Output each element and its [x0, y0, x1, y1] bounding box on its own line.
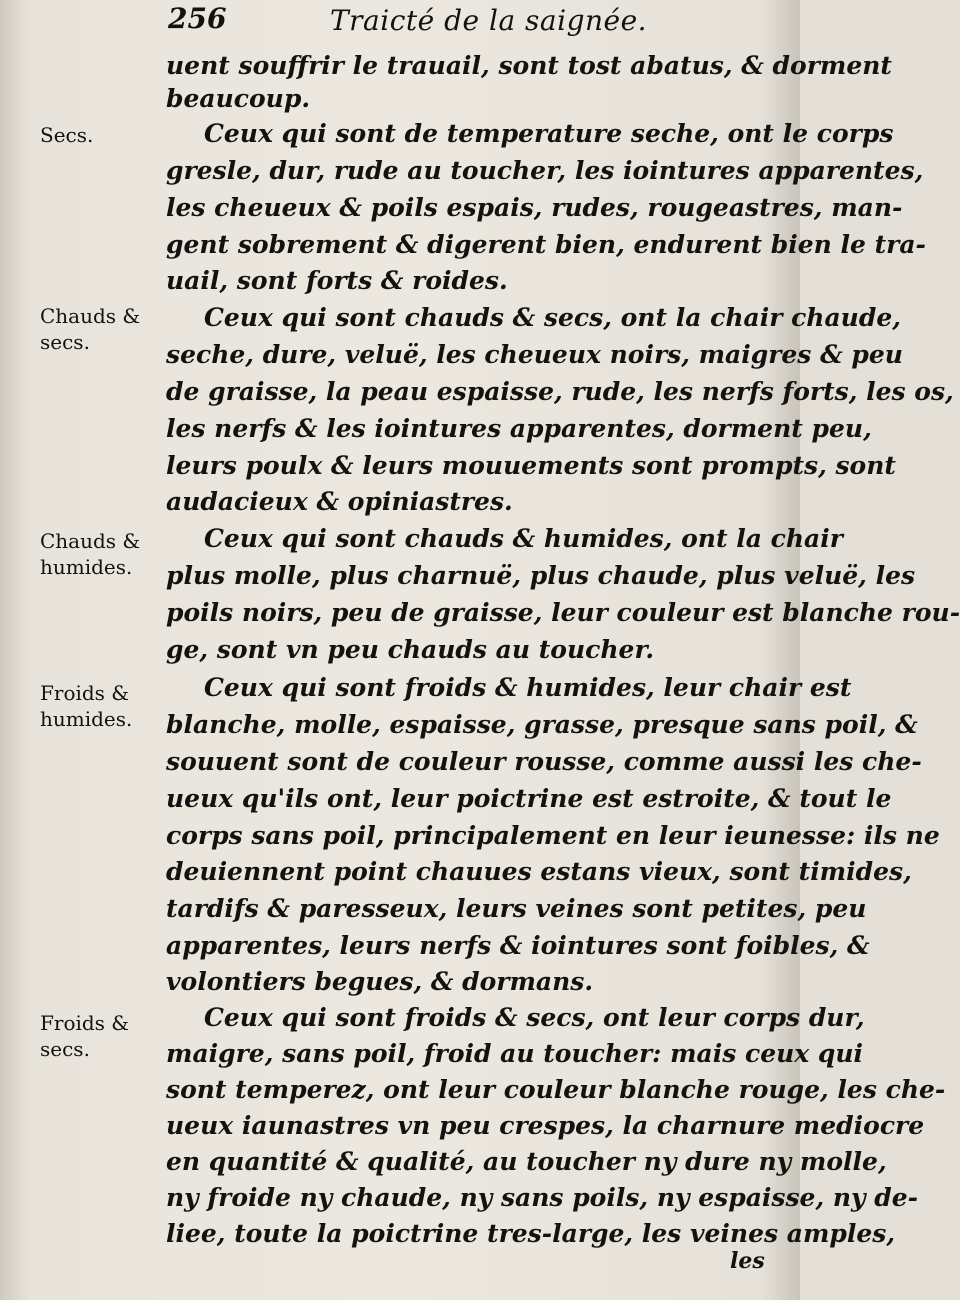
- text-line: audacieux & opiniastres.: [166, 487, 513, 516]
- text-line: Ceux qui sont chauds & humides, ont la chair: [204, 524, 843, 553]
- margin-note-chauds-secs: Chauds & secs.: [40, 304, 141, 354]
- text-line: souuent sont de couleur rousse, comme aussi les che-: [166, 747, 922, 776]
- text-line: beaucoup.: [166, 84, 311, 113]
- text-line: les nerfs & les iointures apparentes, dorment peu,: [166, 414, 872, 443]
- text-line: de graisse, la peau espaisse, rude, les nerfs forts, les os,: [166, 377, 954, 406]
- text-line: ueux qu'ils ont, leur poictrine est estroite, & tout le: [166, 784, 892, 813]
- text-line: maigre, sans poil, froid au toucher: mais ceux qui: [166, 1039, 864, 1068]
- text-line: Ceux qui sont froids & humides, leur chair est: [204, 673, 852, 702]
- text-line: plus molle, plus charnuë, plus chaude, plus veluë, les: [166, 561, 916, 590]
- text-line: gresle, dur, rude au toucher, les iointures apparentes,: [166, 156, 924, 185]
- page-number: 256: [168, 2, 227, 35]
- margin-note-froids-secs: Froids & secs.: [40, 1011, 130, 1061]
- text-line: en quantité & qualité, au toucher ny dure ny molle,: [166, 1147, 887, 1176]
- text-line: Ceux qui sont froids & secs, ont leur corps dur,: [204, 1003, 865, 1032]
- text-line: uail, sont forts & roides.: [166, 266, 508, 295]
- page-header: [168, 0, 788, 40]
- text-line: ny froide ny chaude, ny sans poils, ny espaisse, ny de-: [166, 1183, 919, 1212]
- catchword: les: [730, 1248, 765, 1274]
- text-line: les cheueux & poils espais, rudes, rougeastres, man-: [166, 193, 903, 222]
- text-line: seche, dure, veluë, les cheueux noirs, maigres & peu: [166, 340, 903, 369]
- text-line: leurs poulx & leurs mouuements sont prompts, sont: [166, 451, 896, 480]
- margin-note-secs: Secs.: [40, 123, 94, 147]
- text-line: Ceux qui sont de temperature seche, ont le corps: [204, 119, 894, 148]
- text-line: liee, toute la poictrine tres-large, les veines amples,: [166, 1219, 896, 1248]
- margin-note-froids-humides: Froids & humides.: [40, 681, 133, 731]
- text-line: tardifs & paresseux, leurs veines sont petites, peu: [166, 894, 867, 923]
- text-line: apparentes, leurs nerfs & iointures sont foibles, &: [166, 931, 870, 960]
- margin-note-chauds-humides: Chauds & humides.: [40, 529, 141, 579]
- running-title: Traicté de la saignée.: [330, 4, 648, 37]
- text-line: poils noirs, peu de graisse, leur couleur est blanche rou-: [166, 598, 960, 627]
- text-line: deuiennent point chauues estans vieux, sont timides,: [166, 857, 912, 886]
- text-line: volontiers begues, & dormans.: [166, 967, 594, 996]
- text-line: Ceux qui sont chauds & secs, ont la chair chaude,: [204, 303, 901, 332]
- text-line: blanche, molle, espaisse, grasse, presque sans poil, &: [166, 710, 918, 739]
- text-line: sont temperez, ont leur couleur blanche rouge, les che-: [166, 1075, 946, 1104]
- text-line: corps sans poil, principalement en leur ieunesse: ils ne: [166, 821, 940, 850]
- text-line: uent souffrir le trauail, sont tost abatus, & dorment: [166, 51, 892, 80]
- text-line: ueux iaunastres vn peu crespes, la charnure mediocre: [166, 1111, 925, 1140]
- text-line: ge, sont vn peu chauds au toucher.: [166, 635, 655, 664]
- text-line: gent sobrement & digerent bien, endurent bien le tra-: [166, 230, 926, 259]
